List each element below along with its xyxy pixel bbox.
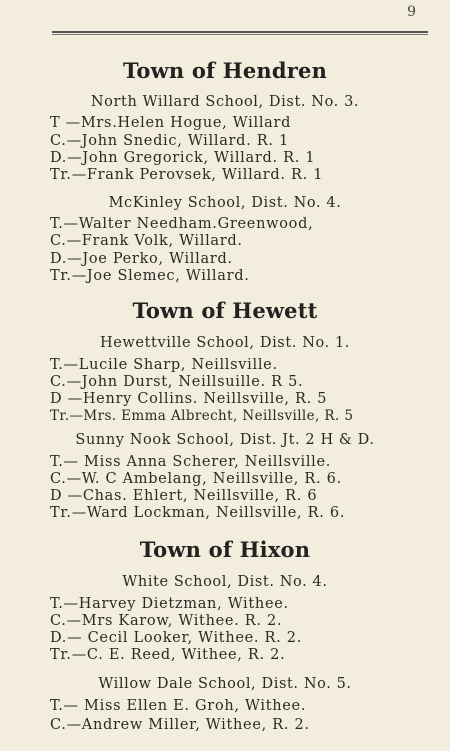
officer-line: Tr.—Mrs. Emma Albrecht, Neillsville, R. 5 <box>50 408 354 424</box>
school-heading: Sunny Nook School, Dist. Jt. 2 H & D. <box>75 432 375 448</box>
officer-line: D.—John Gregorick, Willard. R. 1 <box>50 150 316 166</box>
town-title: Town of Hewett <box>132 298 318 323</box>
officer-line: Tr.—Frank Perovsek, Willard. R. 1 <box>50 167 324 183</box>
school-heading: White School, Dist. No. 4. <box>122 574 328 590</box>
officer-line: T.—Walter Needham.Greenwood, <box>50 216 314 232</box>
officer-line: C.—Andrew Miller, Withee, R. 2. <box>50 717 310 733</box>
officer-line: T.—Harvey Dietzman, Withee. <box>50 596 289 612</box>
school-heading: Hewettville School, Dist. No. 1. <box>99 335 351 351</box>
page-number: 9 <box>407 4 416 20</box>
officer-line: C.—John Snedic, Willard. R. 1 <box>50 133 289 149</box>
officer-line: C.—Mrs Karow, Withee. R. 2. <box>50 613 283 629</box>
officer-line: T.—Lucile Sharp, Neillsville. <box>50 357 278 373</box>
officer-line: D —Chas. Ehlert, Neillsville, R. 6 <box>50 488 318 504</box>
school-heading: North Willard School, Dist. No. 3. <box>90 94 360 110</box>
officer-line: Tr.—C. E. Reed, Withee, R. 2. <box>50 647 286 663</box>
officer-line: T.— Miss Anna Scherer, Neillsville. <box>50 454 332 470</box>
officer-line: T —Mrs.Helen Hogue, Willard <box>50 115 292 131</box>
town-title: Town of Hixon <box>139 537 311 562</box>
officer-line: C.—W. C Ambelang, Neillsville, R. 6. <box>50 471 342 487</box>
officer-line: Tr.—Ward Lockman, Neillsville, R. 6. <box>50 505 346 521</box>
officer-line: T.— Miss Ellen E. Groh, Withee. <box>50 698 307 714</box>
officer-line: Tr.—Joe Slemec, Willard. <box>50 268 250 284</box>
officer-line: C.—John Durst, Neillsuille. R 5. <box>50 374 304 390</box>
officer-line: D —Henry Collins. Neillsville, R. 5 <box>50 391 328 407</box>
officer-line: C.—Frank Volk, Willard. <box>50 233 243 249</box>
officer-line: D.— Cecil Looker, Withee. R. 2. <box>50 630 303 646</box>
school-heading: McKinley School, Dist. No. 4. <box>108 195 342 211</box>
school-heading: Willow Dale School, Dist. No. 5. <box>98 676 352 692</box>
header-rule <box>52 31 428 35</box>
town-title: Town of Hendren <box>122 58 328 83</box>
officer-line: D.—Joe Perko, Willard. <box>50 251 233 267</box>
